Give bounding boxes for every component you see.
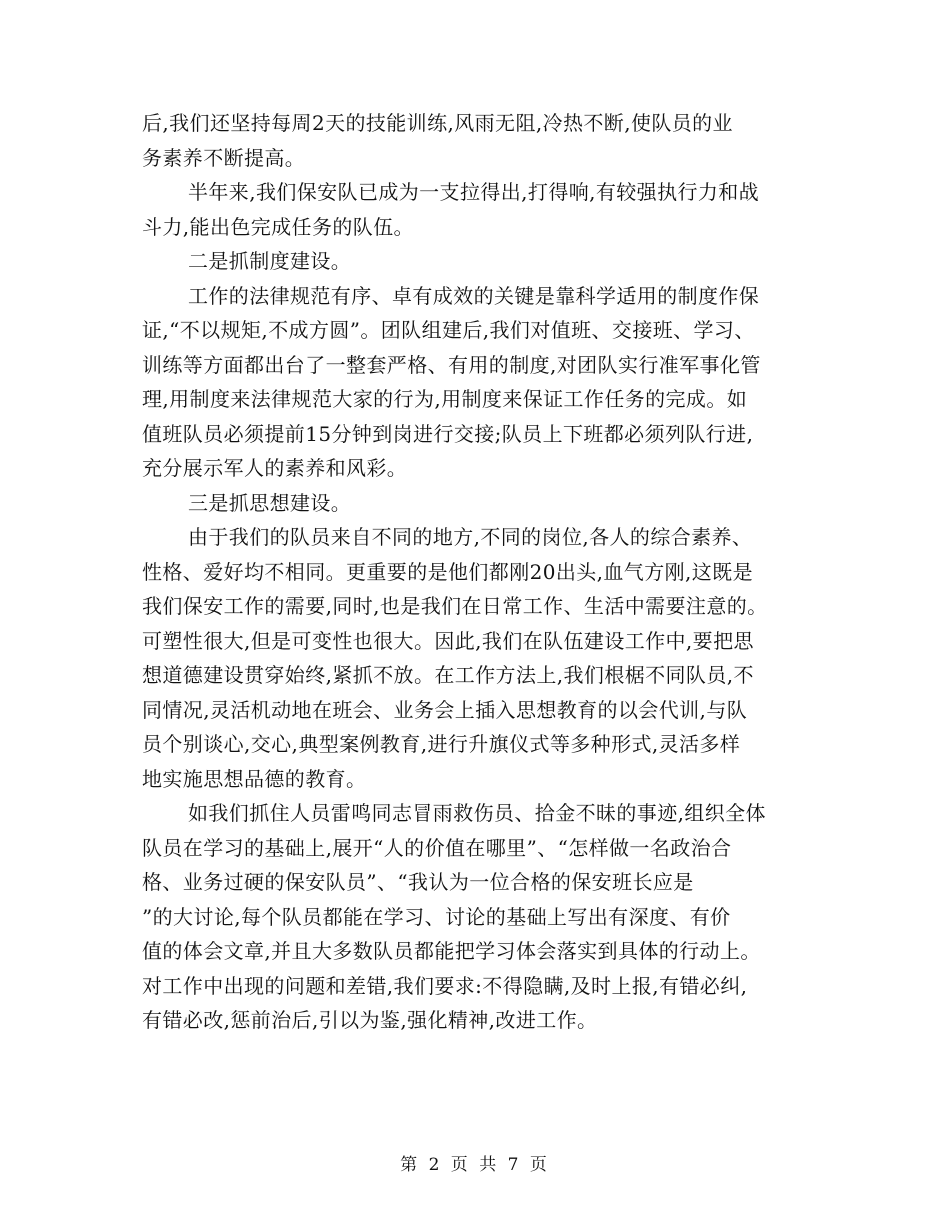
- text-line: 员个别谈心,交心,典型案例教育,进行升旗仪式等多种形式,灵活多样: [142, 732, 741, 756]
- text-line: ”的大讨论,每个队员都能在学习、讨论的基础上写出有深度、有价: [142, 904, 731, 929]
- text-line: 值班队员必须提前15分钟到岗进行交接;队员上下班都必须列队行进,: [142, 421, 754, 446]
- text-line: 想道德建设贯穿始终,紧抓不放。在工作方法上,我们根椐不同队员,不: [142, 663, 754, 687]
- text-line: 格、业务过硬的保安队员”、“我认为一位合格的保安班长应是: [142, 870, 694, 894]
- text-line: 半年来,我们保安队已成为一支拉得出,打得响,有较强执行力和战: [188, 180, 760, 204]
- text-line: 如我们抓住人员雷鸣同志冒雨救伤员、拾金不昧的事迹,组织全体: [188, 801, 766, 825]
- text-line: 对工作中出现的问题和差错,我们要求:不得隐瞒,及时上报,有错必纠,: [142, 973, 748, 998]
- text-line: 同情况,灵活机动地在班会、业务会上插入思想教育的以会代训,与队: [142, 697, 748, 722]
- text-line: 后,我们还坚持每周2天的技能训练,风雨无阻,冷热不断,使队员的业: [142, 111, 733, 135]
- text-line: 由于我们的队员来自不同的地方,不同的岗位,各人的综合素养、: [188, 525, 753, 549]
- text-line: 工作的法律规范有序、卓有成效的关键是靠科学适用的制度作保: [188, 283, 760, 308]
- text-line: 值的体会文章,并且大多数队员都能把学习体会落实到具体的行动上。: [142, 939, 761, 963]
- text-line: 充分展示军人的素养和风彩。: [142, 456, 408, 480]
- section-heading: 三是抓思想建设。: [188, 490, 352, 515]
- text-line: 理,用制度来法律规范大家的行为,用制度来保证工作任务的完成。如: [142, 387, 748, 411]
- text-line: 有错必改,惩前治后,引以为鉴,强化精神,改进工作。: [142, 1008, 598, 1032]
- text-line: 斗力,能出色完成任务的队伍。: [142, 214, 414, 239]
- text-line: 性格、爱好均不相同。更重要的是他们都刚20出头,血气方刚,这既是: [142, 559, 753, 584]
- text-line: 地实施思想品德的教育。: [142, 766, 367, 791]
- page-number: 第 2 页 共 7 页: [400, 1155, 550, 1175]
- text-line: 训练等方面都出台了一整套严格、有用的制度,对团队实行准军事化管: [142, 352, 761, 377]
- text-line: 务素养不断提高。: [142, 145, 306, 170]
- text-line: 可塑性很大,但是可变性也很大。因此,我们在队伍建设工作中,要把思: [142, 628, 754, 653]
- text-line: 我们保安工作的需要,同时,也是我们在日常工作、生活中需要注意的。: [142, 594, 768, 618]
- text-line: 证,“不以规矩,不成方圆”。团队组建后,我们对值班、交接班、学习、: [142, 318, 755, 342]
- text-line: 队员在学习的基础上,展开“人的价值在哪里”、“怎样做一名政治合: [142, 835, 732, 860]
- document-body: [142, 106, 822, 1038]
- section-heading: 二是抓制度建设。: [188, 249, 352, 273]
